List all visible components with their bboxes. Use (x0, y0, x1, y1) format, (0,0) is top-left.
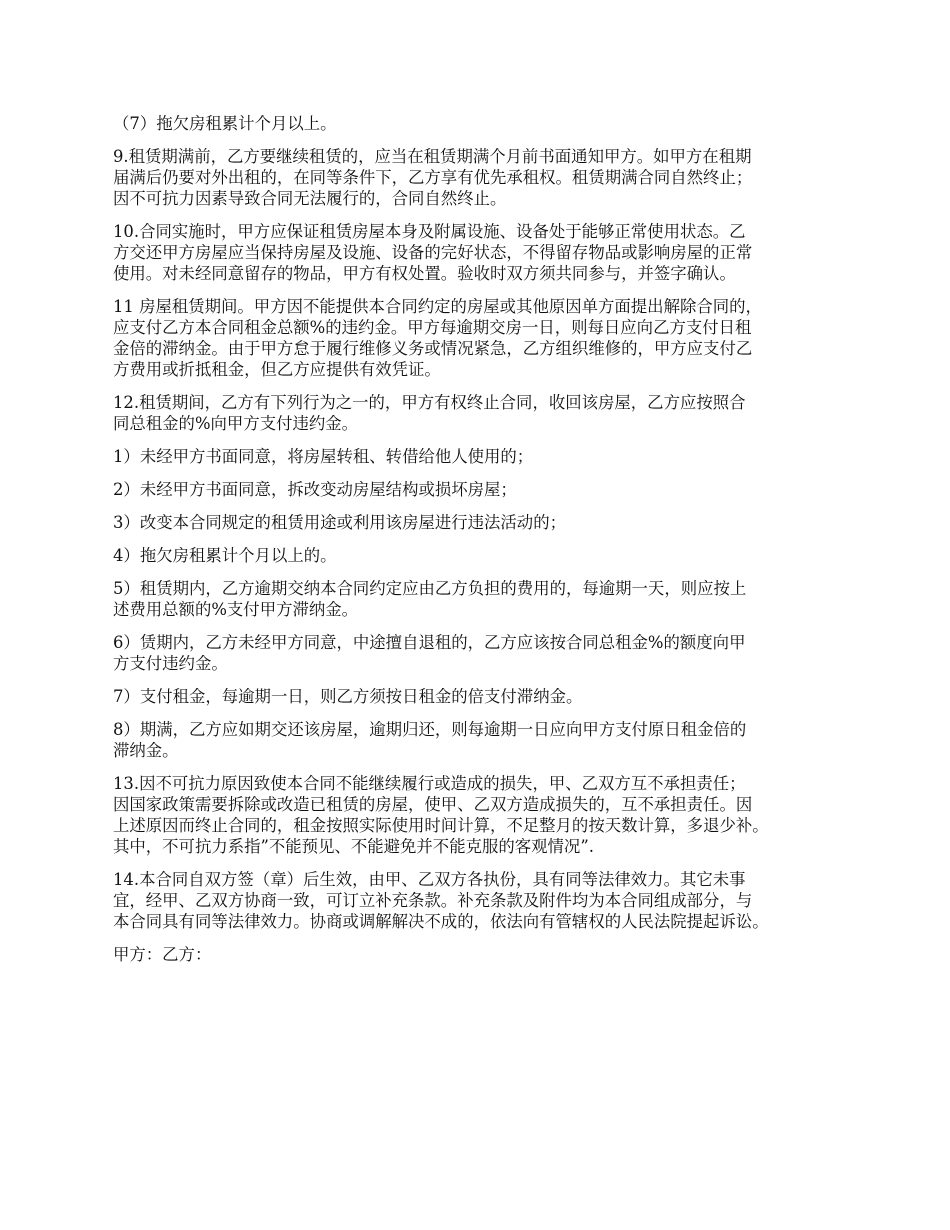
text-line: 方支付违约金。 (113, 654, 228, 673)
text-line: 10.合同实施时，甲方应保证租赁房屋本身及附属设施、设备处于能够正常使用状态。乙 (113, 222, 746, 241)
text-line: 方费用或折抵租金，但乙方应提供有效凭证。 (113, 360, 441, 379)
text-line: 7）支付租金，每逾期一日，则乙方须按日租金的倍支付滞纳金。 (113, 687, 583, 706)
text-line: 使用。对未经同意留存的物品，甲方有权处置。验收时双方须共同参与，并签字确认。 (113, 264, 736, 283)
text-line: 5）租赁期内，乙方逾期交纳本合同约定应由乙方负担的费用的，每逾期一天，则应按上 (113, 579, 747, 598)
text-line: 13.因不可抗力原因致使本合同不能继续履行或造成的损失，甲、乙双方互不承担责任； (113, 774, 746, 793)
text-line: 应支付乙方本合同租金总额%的违约金。甲方每逾期交房一日，则每日应向乙方支付日租 (113, 318, 752, 337)
list-item-7 (113, 686, 863, 707)
text-line: 甲方：乙方： (113, 945, 212, 964)
list-item-5 (113, 578, 863, 620)
text-line: 14.本合同自双方签（章）后生效，由甲、乙双方各执份，具有同等法律效力。其它未事 (113, 870, 746, 889)
text-line: 2）未经甲方书面同意，拆改变动房屋结构或损坏房屋； (113, 480, 517, 499)
text-line: 8）期满，乙方应如期交还该房屋，逾期归还，则每逾期一日应向甲方支付原日租金倍的 (113, 720, 747, 739)
text-line: 上述原因而终止合同的，租金按照实际使用时间计算，不足整月的按天数计算，多退少补。 (113, 816, 769, 835)
clause-13-force-majeure (113, 773, 863, 857)
signature-parties (113, 944, 863, 965)
text-line: 届满后仍要对外出租的，在同等条件下，乙方享有优先承租权。租赁期满合同自然终止； (113, 168, 753, 187)
text-line: 因国家政策需要拆除或改造已租赁的房屋，使甲、乙双方造成损失的，互不承担责任。因 (113, 795, 753, 814)
list-item-2 (113, 479, 863, 500)
clause-10-handover (113, 221, 863, 284)
text-line: （7）拖欠房租累计个月以上。 (113, 114, 337, 133)
list-item-4 (113, 545, 863, 566)
list-item-3 (113, 512, 863, 533)
text-line: 6）赁期内，乙方未经甲方同意，中途擅自退租的，乙方应该按合同总租金%的额度向甲 (113, 633, 746, 652)
text-line: 12.租赁期间，乙方有下列行为之一的，甲方有权终止合同，收回该房屋，乙方应按照合 (113, 393, 746, 412)
clause-14-effectiveness (113, 869, 863, 932)
text-line: 滞纳金。 (113, 741, 179, 760)
clause-9-renewal (113, 146, 863, 209)
text-line: 宜，经甲、乙双方协商一致，可订立补充条款。补充条款及附件均为本合同组成部分，与 (113, 891, 753, 910)
text-line: 同总租金的%向甲方支付违约金。 (113, 414, 359, 433)
list-item-1 (113, 446, 863, 467)
document-page (113, 113, 863, 977)
text-line: 3）改变本合同规定的租赁用途或利用该房屋进行违法活动的； (113, 513, 566, 532)
text-line: 金倍的滞纳金。由于甲方怠于履行维修义务或情况紧急，乙方组织维修的，甲方应支付乙 (113, 339, 753, 358)
clause-7-arrears (113, 113, 863, 134)
list-item-8 (113, 719, 863, 761)
clause-11-lessor-breach (113, 296, 863, 380)
list-item-6 (113, 632, 863, 674)
text-line: 因不可抗力因素导致合同无法履行的，合同自然终止。 (113, 189, 507, 208)
text-line: 9.租赁期满前，乙方要继续租赁的，应当在租赁期满个月前书面通知甲方。如甲方在租期 (113, 147, 752, 166)
text-line: 方交还甲方房屋应当保持房屋及设施、设备的完好状态，不得留存物品或影响房屋的正常 (113, 243, 753, 262)
text-line: 述费用总额的%支付甲方滞纳金。 (113, 600, 359, 619)
text-line: 4）拖欠房租累计个月以上的。 (113, 546, 337, 565)
text-line: 本合同具有同等法律效力。协商或调解解决不成的，依法向有管辖权的人民法院提起诉讼。 (113, 912, 769, 931)
text-line: 11 房屋租赁期间。甲方因不能提供本合同约定的房屋或其他原因单方面提出解除合同的， (113, 297, 762, 316)
text-line: 其中，不可抗力系指”不能预见、不能避免并不能克服的客观情况”. (113, 837, 594, 856)
clause-12-lessee-breach (113, 392, 863, 434)
text-line: 1）未经甲方书面同意，将房屋转租、转借给他人使用的； (113, 447, 534, 466)
